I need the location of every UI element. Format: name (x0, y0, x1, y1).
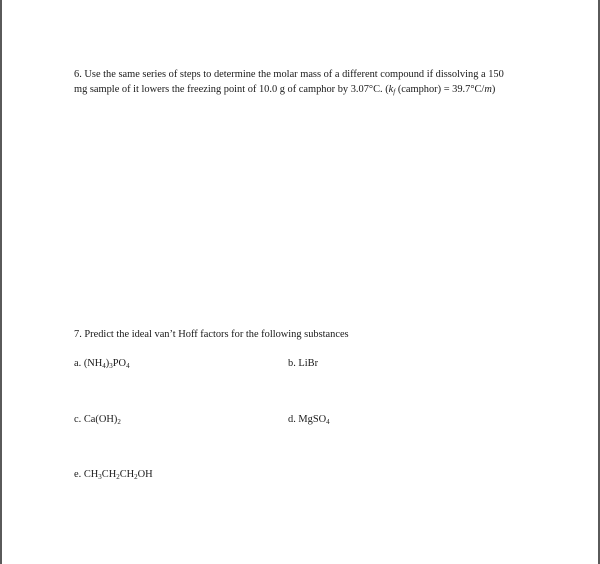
question-6-number: 6. (74, 69, 82, 80)
substance-c-formula: $Ca(OH)_2$ (83, 414, 121, 426)
substance-e-label: e. (74, 469, 82, 480)
substance-a-formula: $(NH_4)_3PO_4$ (83, 358, 130, 370)
substance-b-formula: LiBr (298, 358, 319, 369)
question-6-line-1 (74, 68, 544, 83)
substance-d-formula: MgSO$_4$ (298, 414, 330, 426)
substance-a (74, 358, 130, 369)
question-6-line-2 (74, 83, 544, 98)
question-6-text-1: Use the same series of steps to determine the molar mass of a different compound if dissolving a 150 (84, 69, 504, 80)
substance-c (74, 414, 121, 425)
question-6-text-2c: ) (491, 83, 496, 95)
substance-b (288, 358, 318, 369)
question-6-text-2a: mg sample of it lowers the freezing point of 10.0 g of camphor by 3.07°C. ( (74, 83, 389, 95)
page-left-border (0, 0, 2, 564)
substance-e (74, 469, 153, 480)
question-7-title: 7. Predict the ideal van’t Hoff factors for the following substances (74, 329, 349, 340)
kf-subscript: f (393, 87, 396, 96)
substance-b-label: b. (288, 358, 296, 369)
substance-d-label: d. (288, 414, 296, 425)
substance-d (288, 414, 330, 425)
substance-c-label: c. (74, 414, 82, 425)
kf-symbol: k (388, 83, 394, 95)
question-6-text-2b: (camphor) = 39.7°C/ (395, 83, 485, 95)
molal-symbol: m (484, 83, 492, 95)
question-6 (74, 68, 544, 97)
substance-e-formula: $CH_3CH_2CH_2OH$ (83, 469, 153, 481)
substance-a-label: a. (74, 358, 82, 369)
